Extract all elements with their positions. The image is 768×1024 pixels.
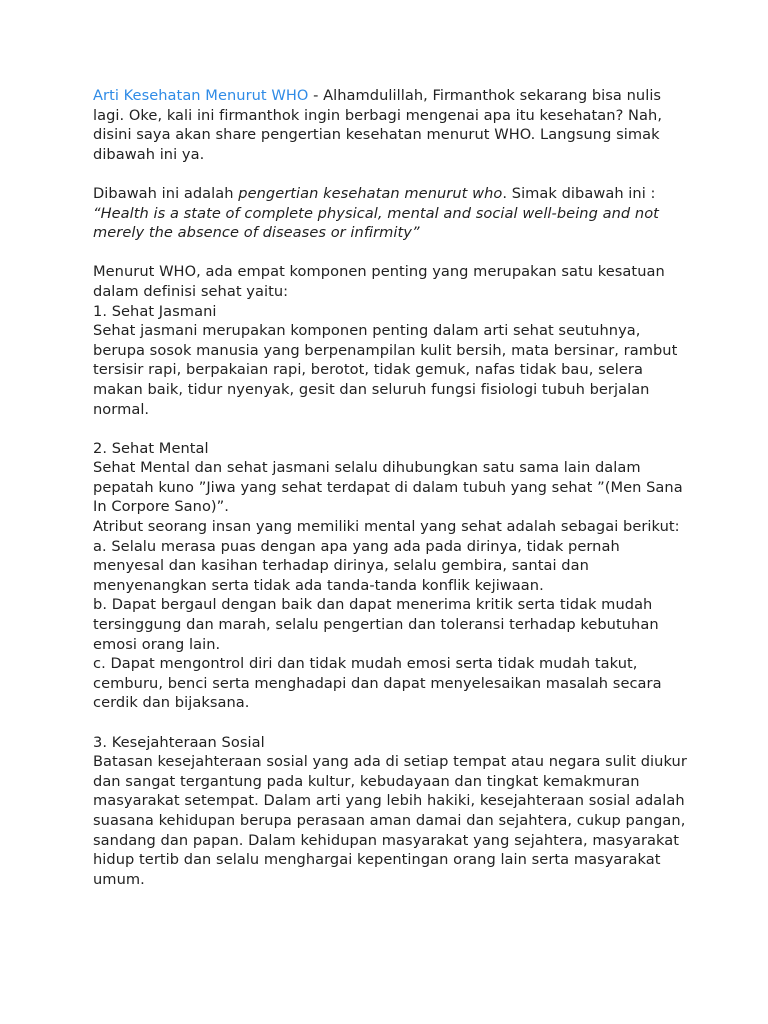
definition-lead: [93, 184, 693, 204]
section-title-mental: 2. Sehat Mental: [93, 439, 209, 457]
section-title-sosial: 3. Kesejahteraan Sosial: [93, 733, 265, 751]
article-title-link[interactable]: Arti Kesehatan Menurut WHO: [93, 87, 309, 104]
intro-text: - Alhamdulillah, Firmanthok sekarang bisa nulis lagi. Oke, kali ini firmanthok ingin berbagi mengenai apa itu kesehatan? Nah, disini saya akan share pengertian kesehatan menurut WHO. Langsung simak dibawah ini ya.: [93, 87, 663, 163]
components-intro: Menurut WHO, ada empat komponen penting yang merupakan satu kesatuan dalam definisi sehat yaitu:: [93, 263, 665, 300]
paragraph-gap: [93, 164, 693, 184]
who-definition-quote: “Health is a state of complete physical, mental and social well-being and not merely the absence of diseases or infirmity”: [93, 204, 659, 242]
section-text-sosial: Batasan kesejahteraan sosial yang ada di setiap tempat atau negara sulit diukur dan sangat tergantung pada kultur, kebudayaan dan tingkat kemakmuran masyarakat setempat. Dalam arti yang lebih hakiki, kesejahteraan sosial adalah suasana kehidupan berupa perasaan aman damai dan sejahtera, cukup pangan, sandang dan papan. Dalam kehidupan masyarakat yang sejahtera, masyarakat hidup tertib dan selalu menghargai kepentingan orang lain serta masyarakat umum.: [93, 753, 687, 888]
section-text-jasmani: Sehat jasmani merupakan komponen penting dalam arti sehat seutuhnya, berupa sosok manusia yang berpenampilan kulit bersih, mata bersinar, rambut tersisir rapi, berpakaian rapi, berotot, tidak gemuk, nafas tidak bau, selera makan baik, tidur nyenyak, gesit dan seluruh fungsi fisiologi tubuh berjalan normal.: [93, 322, 678, 418]
mental-attribute-a: a. Selalu merasa puas dengan apa yang ada pada dirinya, tidak pernah menyesal dan kasihan terhadap dirinya, selalu gembira, santai dan menyenangkan serta tidak ada tanda-tanda konflik kejiwaan.: [93, 537, 620, 594]
paragraph-gap: [93, 419, 693, 439]
document-body: [93, 86, 693, 889]
definition-lead-tail: . Simak dibawah ini :: [502, 184, 656, 202]
mental-attribute-b: b. Dapat bergaul dengan baik dan dapat menerima kritik serta tidak mudah tersinggung dan marah, selalu pengertian dan toleransi terhadap kebutuhan emosi orang lain.: [93, 596, 659, 653]
mental-attributes-intro: Atribut seorang insan yang memiliki mental yang sehat adalah sebagai berikut:: [93, 518, 680, 536]
section-text-mental: Sehat Mental dan sehat jasmani selalu dihubungkan satu sama lain dalam pepatah kuno ”Jiwa yang sehat terdapat di dalam tubuh yang sehat ”(Men Sana In Corpore Sano)”.: [93, 459, 683, 516]
paragraph-gap: [93, 243, 693, 263]
section-title-jasmani: 1. Sehat Jasmani: [93, 302, 217, 320]
definition-lead-italic: pengertian kesehatan menurut who: [238, 184, 503, 202]
mental-attribute-c: c. Dapat mengontrol diri dan tidak mudah emosi serta tidak mudah takut, cemburu, benci serta menghadapi dan dapat menyelesaikan masalah secara cerdik dan bijaksana.: [93, 655, 662, 712]
definition-lead-text: Dibawah ini adalah: [93, 184, 239, 202]
paragraph-gap: [93, 713, 693, 733]
intro-paragraph: [93, 86, 693, 164]
